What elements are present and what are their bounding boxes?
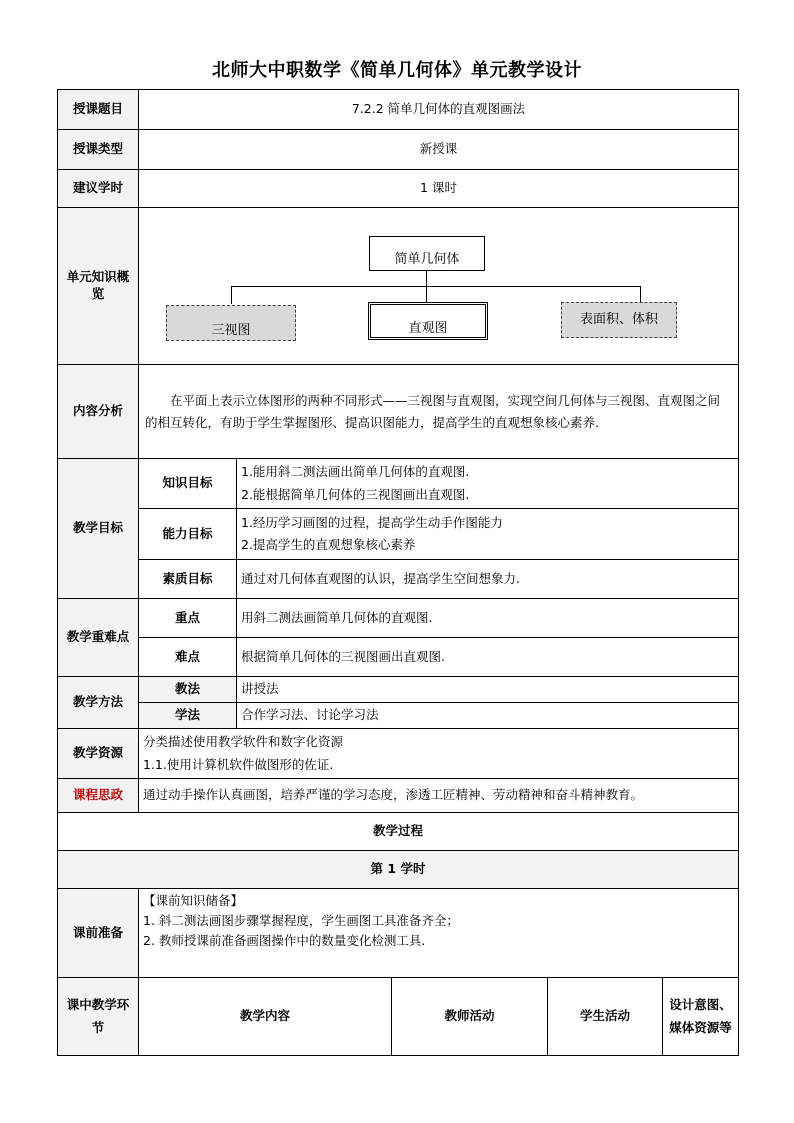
knowledge-goal-items: [237, 459, 739, 509]
row-overview: [58, 208, 739, 365]
type-label: 授课类型: [58, 130, 139, 170]
diagram-connector: [426, 270, 427, 286]
row-analysis: [58, 365, 739, 459]
overview-cell: [139, 208, 739, 365]
ideology-text: 通过动手操作认真画图，培养严谨的学习态度，渗透工匠精神、劳动精神和奋斗精神教育。: [139, 779, 739, 813]
row-class-header: [58, 978, 739, 1056]
goals-label: 教学目标: [58, 459, 139, 599]
process-header: 教学过程: [58, 813, 739, 851]
row-ideology: [58, 779, 739, 813]
resources-label: 教学资源: [58, 729, 139, 779]
col-content-header: 教学内容: [139, 978, 392, 1056]
row-period-header: [58, 851, 739, 889]
key-point-label: 重点: [139, 599, 237, 638]
diagram-child-three-views: 三视图: [166, 305, 296, 341]
hours-label: 建议学时: [58, 170, 139, 208]
learn-method-text: 合作学习法、讨论学习法: [237, 703, 739, 729]
ideology-label: 课程思政: [58, 779, 139, 813]
row-goal-literacy: [58, 560, 739, 599]
prep-line: 【课前知识储备】: [143, 893, 244, 908]
literacy-goal-label: 素质目标: [139, 560, 237, 599]
prep-line: 2. 教师授课前准备画图操作中的数量变化检测工具.: [143, 933, 426, 948]
literacy-goal-text: 通过对几何体直观图的认识，提高学生空间想象力.: [237, 560, 739, 599]
row-prep: [58, 889, 739, 978]
page-title: 北师大中职数学《简单几何体》单元教学设计: [212, 60, 582, 81]
diagram-child-intuitive: 直观图: [368, 302, 488, 340]
topic-label: 授课题目: [58, 90, 139, 130]
diagram-connector: [426, 286, 427, 302]
knowledge-diagram: [139, 211, 734, 361]
row-topic: [58, 90, 739, 130]
teach-method-label: 教法: [139, 677, 237, 703]
resources-line: 分类描述使用教学软件和数字化资源: [143, 734, 344, 749]
class-segment-label: 课中教学环节: [58, 978, 139, 1056]
hours-value: 1 课时: [139, 170, 739, 208]
overview-label: 单元知识概览: [58, 208, 139, 365]
col-teacher-header: 教师活动: [392, 978, 548, 1056]
keypoints-label: 教学重难点: [58, 599, 139, 677]
knowledge-goal-item: 1.能用斜二测法画出简单几何体的直观图.: [241, 464, 470, 479]
prep-line: 1. 斜二测法画图步骤掌握程度，学生画图工具准备齐全；: [143, 913, 459, 928]
learn-method-label: 学法: [139, 703, 237, 729]
topic-value: 7.2.2 简单几何体的直观图画法: [139, 90, 739, 130]
row-keypoint: [58, 599, 739, 638]
row-goal-knowledge: [58, 459, 739, 509]
knowledge-goal-item: 2.能根据简单几何体的三视图画出直观图.: [241, 486, 470, 502]
difficult-point-text: 根据简单几何体的三视图画出直观图.: [237, 638, 739, 677]
col-student-header: 学生活动: [548, 978, 663, 1056]
resources-lines: [139, 729, 739, 779]
period-header: 第 1 学时: [58, 851, 739, 889]
row-difficult-point: [58, 638, 739, 677]
row-resources: [58, 729, 739, 779]
analysis-text: 在平面上表示立体图形的两种不同形式——三视图与直观图，实现空间几何体与三视图、直观图之间的相互转化，有助于学生掌握图形、提高识图能力，提高学生的直观想象核心素养.: [139, 365, 739, 459]
type-value: 新授课: [139, 130, 739, 170]
teach-method-text: 讲授法: [237, 677, 739, 703]
ability-goal-items: [237, 509, 739, 560]
col-design-header: 设计意图、媒体资源等: [663, 978, 739, 1056]
analysis-label: 内容分析: [58, 365, 139, 459]
ability-goal-label: 能力目标: [139, 509, 237, 560]
prep-label: 课前准备: [58, 889, 139, 978]
diagram-connector: [231, 286, 232, 304]
row-hours: [58, 170, 739, 208]
diagram-root: 简单几何体: [369, 236, 485, 271]
row-method-teach: [58, 677, 739, 703]
difficult-point-label: 难点: [139, 638, 237, 677]
diagram-connector: [231, 286, 640, 287]
row-method-learn: [58, 703, 739, 729]
diagram-child-surface-volume: 表面积、体积: [561, 302, 677, 338]
methods-label: 教学方法: [58, 677, 139, 729]
key-point-text: 用斜二测法画简单几何体的直观图.: [237, 599, 739, 638]
ability-goal-item: 1.经历学习画图的过程，提高学生动手作图能力: [241, 514, 503, 530]
ability-goal-item: 2.提高学生的直观想象核心素养: [241, 537, 416, 552]
row-goal-ability: [58, 509, 739, 560]
row-process-header: [58, 813, 739, 851]
diagram-connector: [640, 286, 641, 302]
lesson-plan-table: [57, 89, 739, 1056]
resources-line: 1.1.使用计算机软件做图形的佐证.: [143, 756, 334, 772]
row-type: [58, 130, 739, 170]
knowledge-goal-label: 知识目标: [139, 459, 237, 509]
prep-lines: [139, 889, 739, 978]
